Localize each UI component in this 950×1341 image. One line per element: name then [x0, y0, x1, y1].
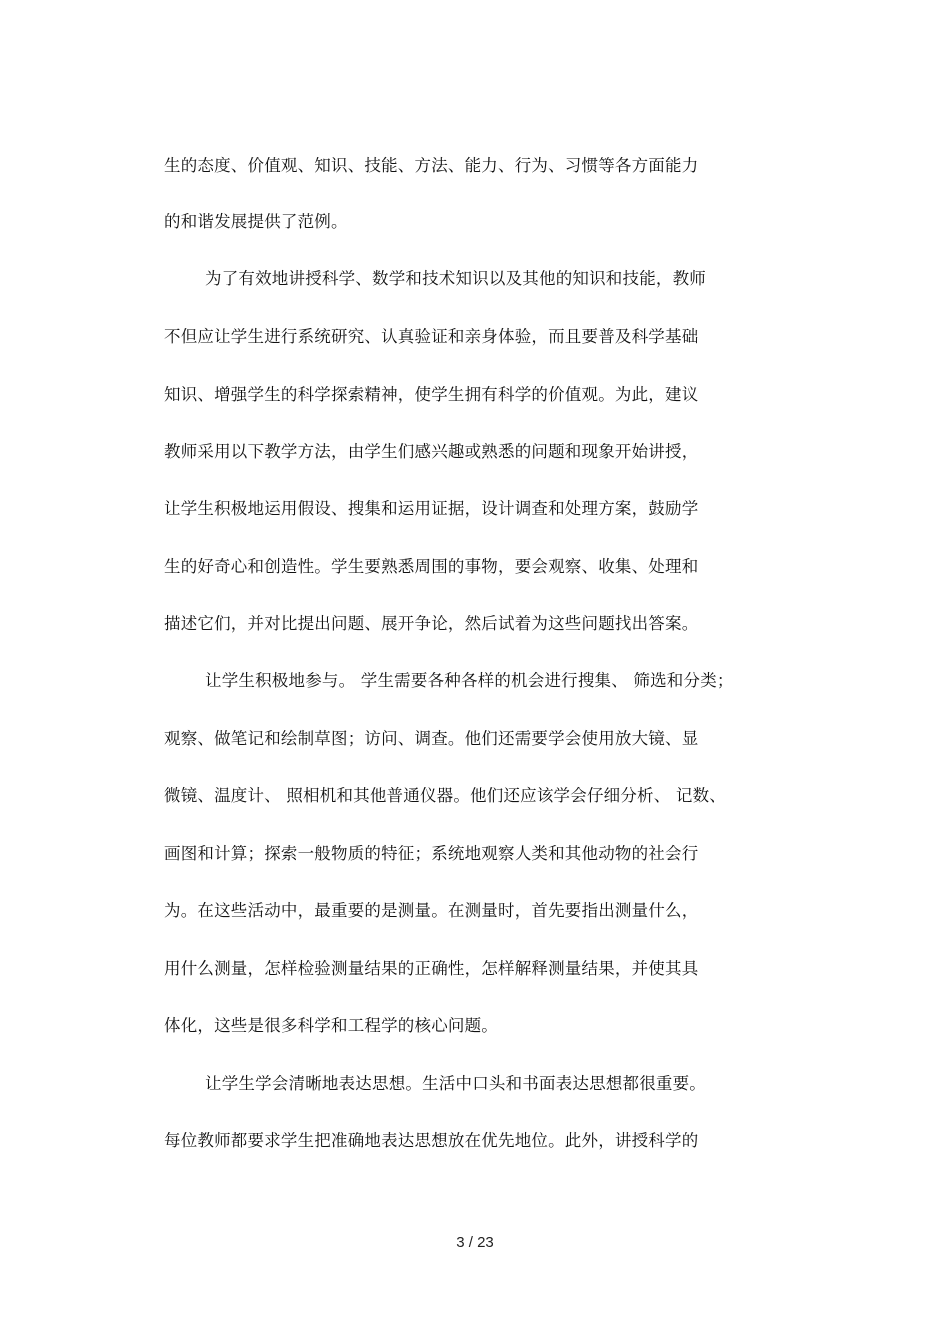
text-line-9: 描述它们，并对比提出问题、展开争论，然后试着为这些问题找出答案。	[164, 614, 699, 633]
text-line-12: 微镜、温度计、 照相机和其他普通仪器。他们还应该学会仔细分析、 记数、	[164, 786, 726, 805]
text-line-3: 为了有效地讲授科学、数学和技术知识以及其他的知识和技能，教师	[205, 269, 706, 288]
text-line-18: 每位教师都要求学生把准确地表达思想放在优先地位。此外，讲授科学的	[164, 1131, 699, 1150]
text-line-13: 画图和计算；探索一般物质的特征；系统地观察人类和其他动物的社会行	[164, 844, 699, 863]
text-line-5: 知识、增强学生的科学探索精神，使学生拥有科学的价值观。为此，建议	[164, 385, 699, 404]
text-line-10: 让学生积极地参与。 学生需要各种各样的机会进行搜集、 筛选和分类；	[205, 671, 734, 690]
text-line-2: 的和谐发展提供了范例。	[164, 212, 348, 231]
text-line-6: 教师采用以下教学方法，由学生们感兴趣或熟悉的问题和现象开始讲授，	[164, 442, 699, 461]
text-line-1: 生的态度、价值观、知识、技能、方法、能力、行为、习惯等各方面能力	[164, 156, 699, 175]
text-line-16: 体化，这些是很多科学和工程学的核心问题。	[164, 1016, 498, 1035]
text-line-8: 生的好奇心和创造性。学生要熟悉周围的事物，要会观察、收集、处理和	[164, 557, 699, 576]
text-line-15: 用什么测量，怎样检验测量结果的正确性，怎样解释测量结果，并使其具	[164, 959, 699, 978]
text-line-4: 不但应让学生进行系统研究、认真验证和亲身体验，而且要普及科学基础	[164, 327, 699, 346]
text-line-14: 为。在这些活动中，最重要的是测量。在测量时，首先要指出测量什么，	[164, 901, 699, 920]
text-line-17: 让学生学会清晰地表达思想。生活中口头和书面表达思想都很重要。	[205, 1074, 706, 1093]
page-number: 3 / 23	[456, 1234, 494, 1251]
text-line-11: 观察、做笔记和绘制草图；访问、调查。他们还需要学会使用放大镜、显	[164, 729, 699, 748]
text-line-7: 让学生积极地运用假设、搜集和运用证据，设计调查和处理方案，鼓励学	[164, 499, 699, 518]
